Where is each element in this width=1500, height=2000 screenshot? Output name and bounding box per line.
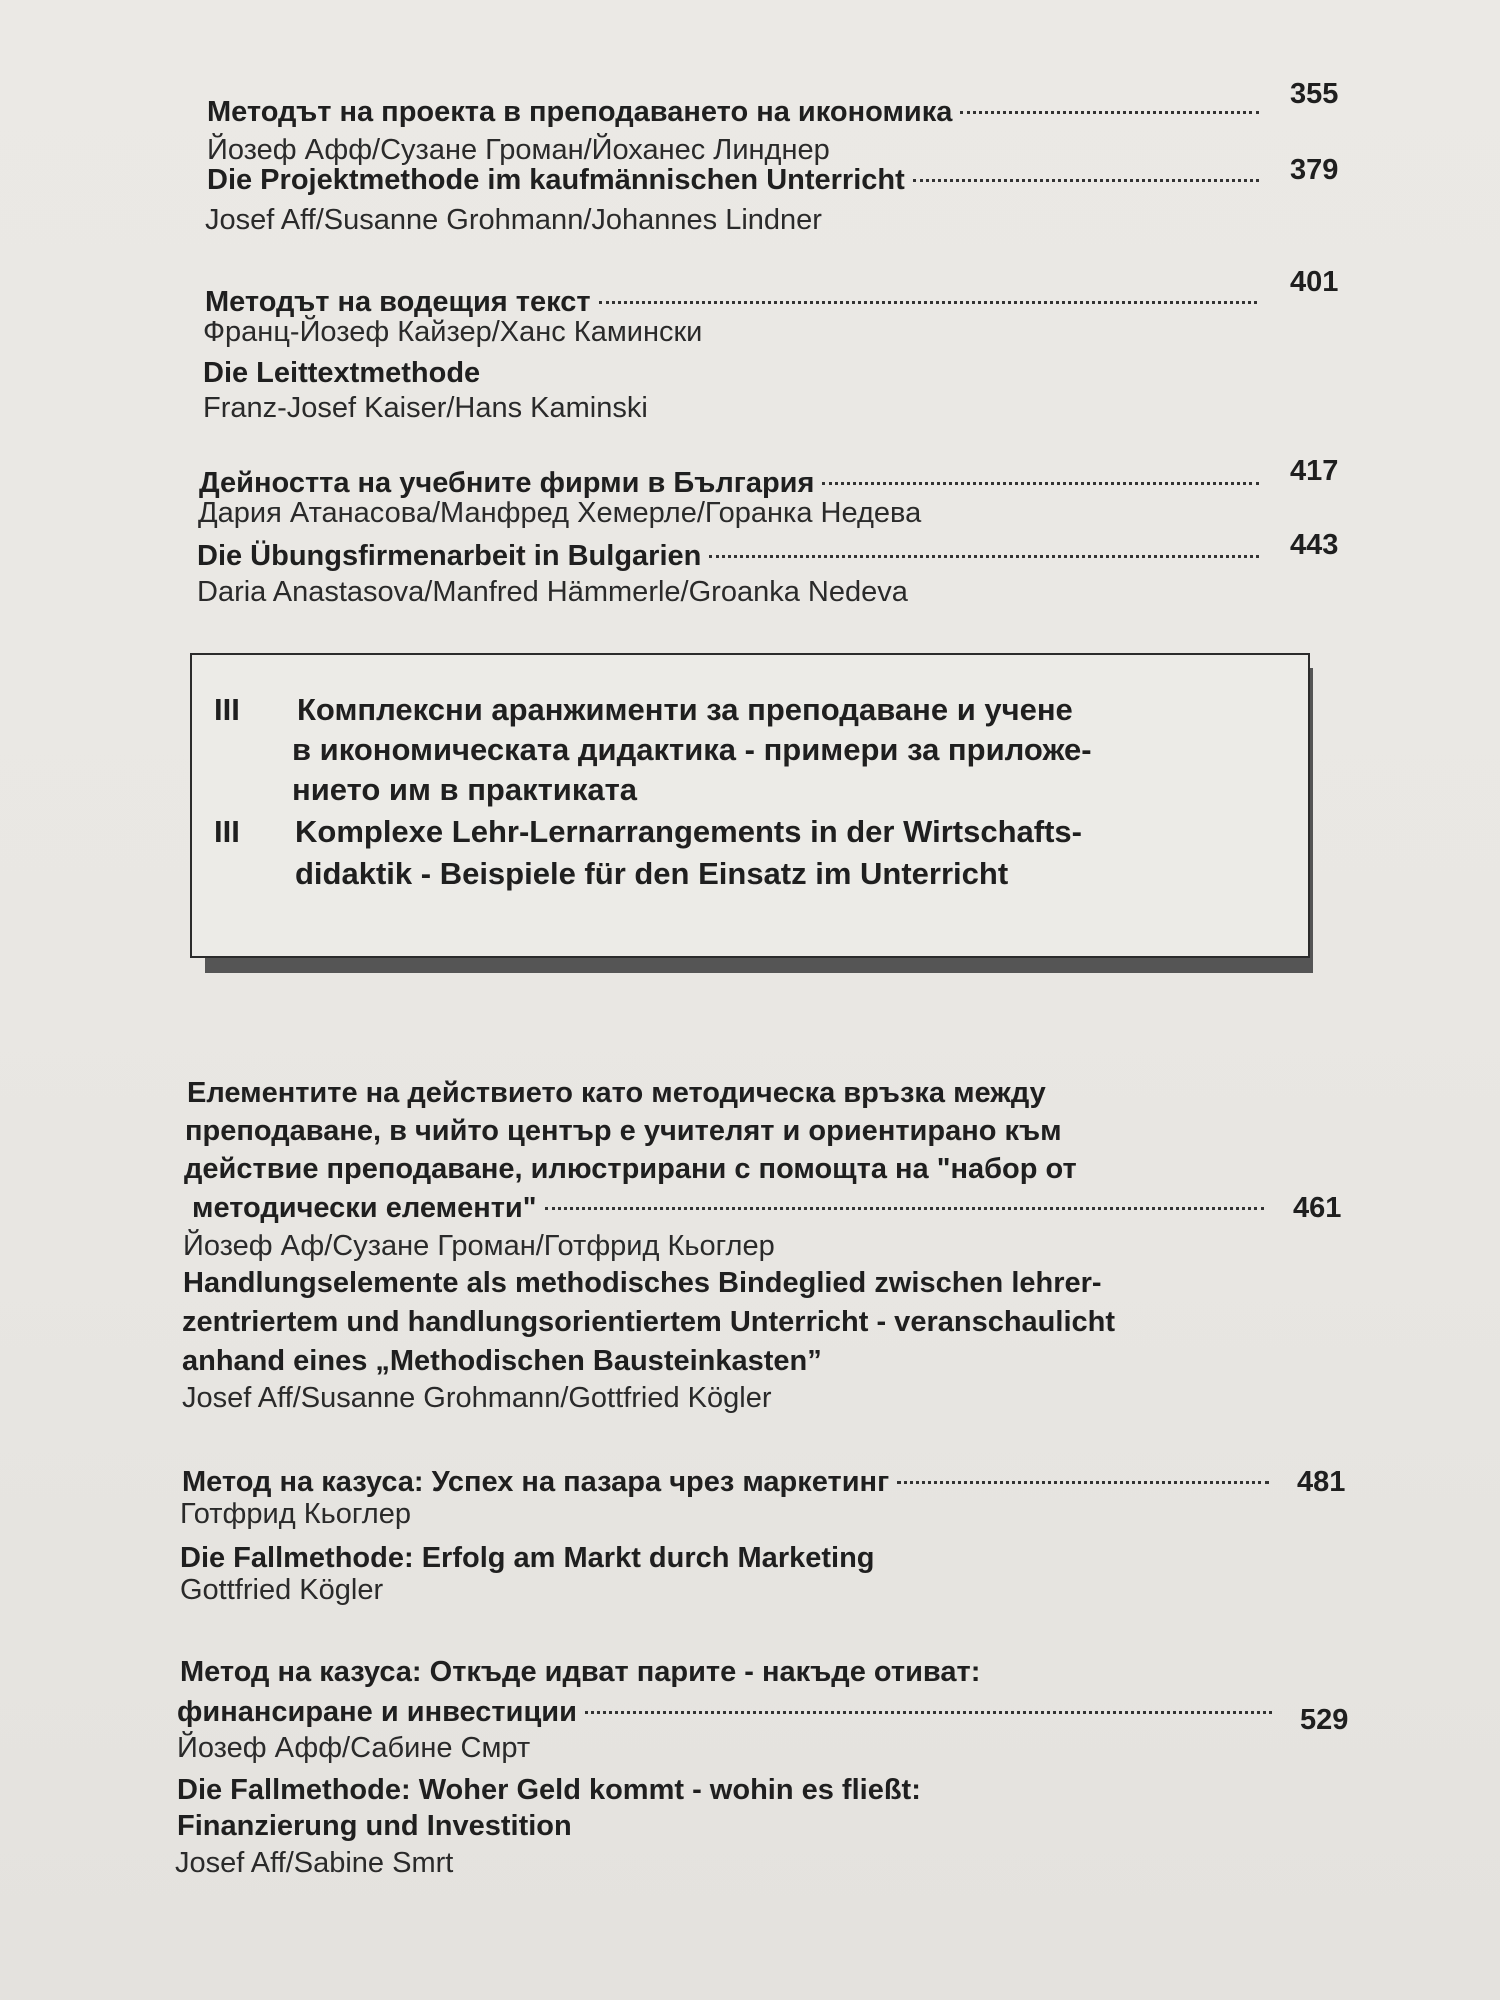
leader-dots bbox=[709, 555, 1259, 558]
section-number: III bbox=[214, 814, 240, 849]
leader-dots bbox=[822, 482, 1259, 485]
leader-dots bbox=[897, 1481, 1269, 1484]
leader-dots bbox=[599, 301, 1257, 304]
entry-title: zentriertem und handlungsorientiertem Unterricht - veranschaulicht bbox=[182, 1306, 1115, 1338]
entry-title: Елементите на действието като методическа връзка между bbox=[187, 1077, 1046, 1109]
toc-entry-title bbox=[182, 1464, 1277, 1500]
entry-title: Die Projektmethode im kaufmännischen Unterricht bbox=[207, 164, 905, 196]
entry-title: финансиране и инвестиции bbox=[177, 1696, 577, 1728]
leader-dots bbox=[545, 1207, 1265, 1210]
page-number: 401 bbox=[1290, 266, 1339, 298]
entry-authors: Daria Anastasova/Manfred Hämmerle/Groanka Nedeva bbox=[197, 576, 908, 608]
section-box bbox=[190, 653, 1310, 958]
page-number: 529 bbox=[1300, 1704, 1349, 1736]
page-number: 417 bbox=[1290, 455, 1339, 487]
entry-title: Handlungselemente als methodisches Bindeglied zwischen lehrer- bbox=[183, 1267, 1102, 1299]
entry-authors: Дария Атанасова/Манфред Хемерле/Горанка Недева bbox=[198, 497, 922, 529]
entry-title: Die Übungsfirmenarbeit in Bulgarien bbox=[197, 540, 702, 572]
leader-dots bbox=[585, 1711, 1272, 1714]
entry-title: Дейността на учебните фирми в България bbox=[199, 467, 815, 499]
toc-entry-title bbox=[207, 94, 1267, 130]
section-title-line: didaktik - Beispiele für den Einsatz im Unterricht bbox=[295, 856, 1009, 891]
entry-authors: Josef Aff/Susanne Grohmann/Johannes Lindner bbox=[205, 204, 822, 236]
entry-title: anhand eines „Methodischen Bausteinkasten” bbox=[182, 1345, 822, 1377]
section-title-line: Комплексни аранжименти за преподаване и учене bbox=[297, 692, 1073, 727]
entry-authors: Йозеф Афф/Сузане Громан/Йоханес Линднер bbox=[207, 134, 830, 166]
entry-authors: Готфрид Кьоглер bbox=[180, 1498, 411, 1530]
entry-title: Die Fallmethode: Erfolg am Markt durch Marketing bbox=[180, 1542, 875, 1574]
entry-title: действие преподаване, илюстрирани с помощта на "набор от bbox=[184, 1153, 1077, 1185]
leader-dots bbox=[960, 111, 1259, 114]
entry-authors: Gottfried Kögler bbox=[180, 1574, 384, 1606]
toc-entry-title bbox=[177, 1694, 1280, 1730]
toc-entry-title bbox=[192, 1190, 1272, 1226]
entry-title: методически елементи" bbox=[192, 1192, 537, 1224]
entry-title: преподаване, в чийто център е учителят и ориентирано към bbox=[185, 1115, 1062, 1147]
entry-title: Finanzierung und Investition bbox=[177, 1810, 572, 1842]
section-title-line: Komplexe Lehr-Lernarrangements in der Wirtschafts- bbox=[295, 814, 1082, 849]
toc-entry-title bbox=[197, 538, 1267, 574]
entry-title: Методът на водещия текст bbox=[205, 286, 591, 318]
toc-entry-title bbox=[207, 162, 1267, 198]
page-number: 379 bbox=[1290, 154, 1339, 186]
entry-authors: Йозеф Афф/Сабине Смрт bbox=[177, 1732, 531, 1764]
entry-title: Методът на проекта в преподаването на икономика bbox=[207, 96, 953, 128]
entry-title: Метод на казуса: Успех на пазара чрез маркетинг bbox=[182, 1466, 890, 1498]
entry-authors: Josef Aff/Sabine Smrt bbox=[175, 1847, 454, 1879]
entry-title: Die Fallmethode: Woher Geld kommt - wohin es fließt: bbox=[177, 1774, 921, 1806]
page-number: 443 bbox=[1290, 529, 1339, 561]
page-number: 461 bbox=[1293, 1192, 1342, 1224]
entry-authors: Josef Aff/Susanne Grohmann/Gottfried Kögler bbox=[182, 1382, 772, 1414]
section-title-line: в икономическата дидактика - примери за приложе- bbox=[292, 732, 1092, 767]
section-title-line: нието им в практиката bbox=[292, 772, 638, 807]
entry-title: Метод на казуса: Откъде идват парите - накъде отиват: bbox=[180, 1656, 981, 1688]
entry-authors: Йозеф Аф/Сузане Громан/Готфрид Кьоглер bbox=[183, 1230, 775, 1262]
page-number: 355 bbox=[1290, 78, 1339, 110]
leader-dots bbox=[913, 179, 1259, 182]
section-number: III bbox=[214, 692, 240, 727]
entry-authors: Franz-Josef Kaiser/Hans Kaminski bbox=[203, 392, 648, 424]
entry-title: Die Leittextmethode bbox=[203, 357, 481, 389]
entry-authors: Франц-Йозеф Кайзер/Ханс Камински bbox=[203, 316, 703, 348]
page-number: 481 bbox=[1297, 1466, 1346, 1498]
